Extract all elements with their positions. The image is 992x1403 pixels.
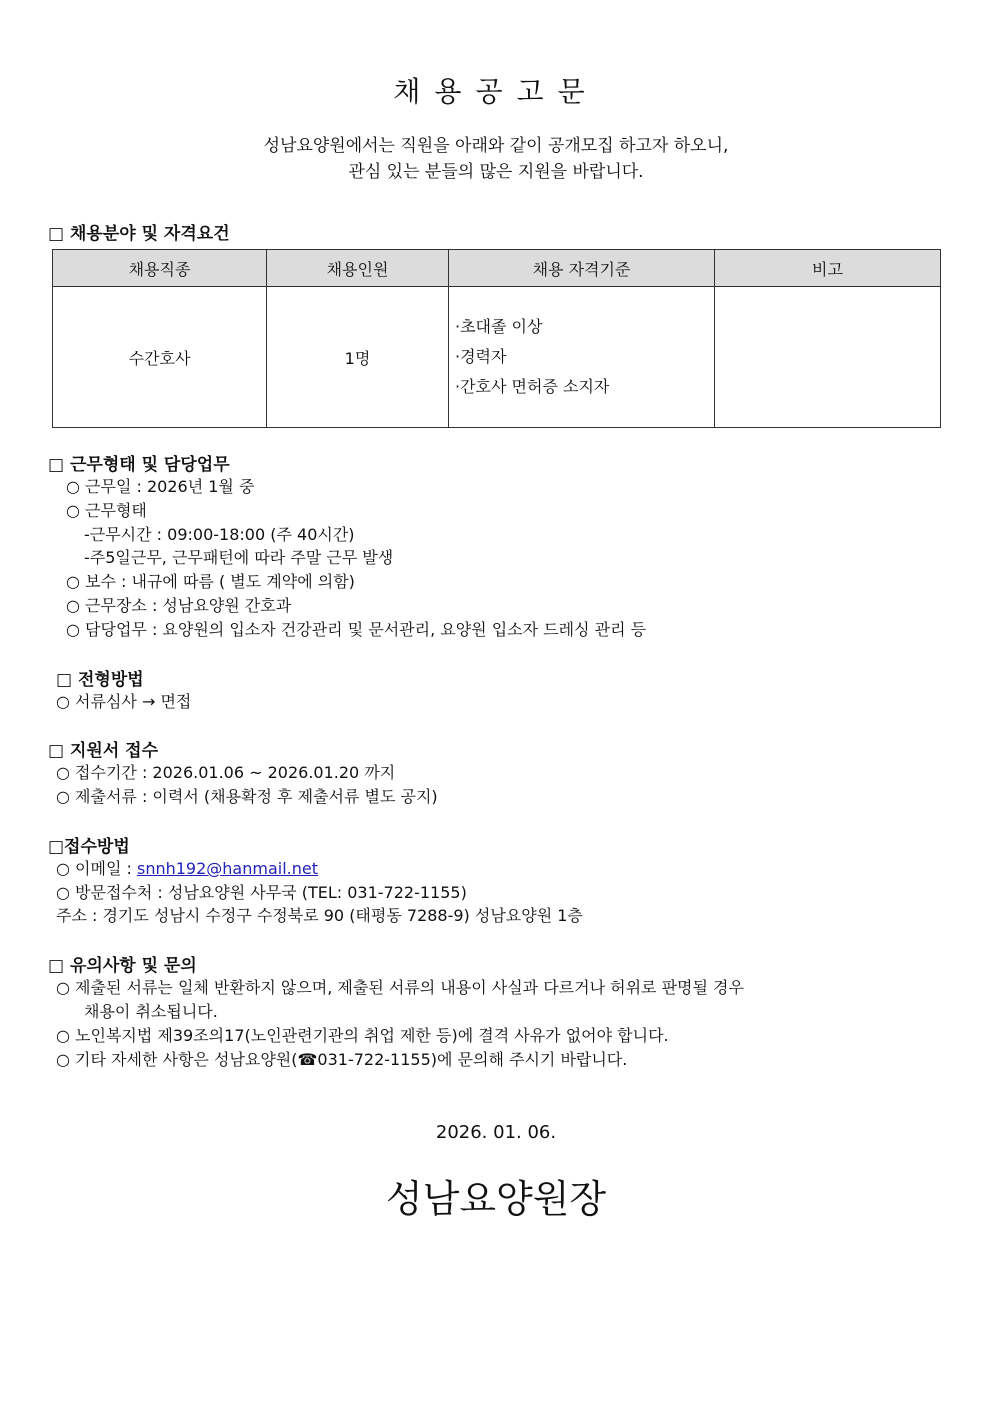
section-heading-work: □ 근무형태 및 담당업무 xyxy=(48,455,230,475)
section-heading-method: □접수방법 xyxy=(48,837,130,857)
work-line: ○ 근무장소 : 성남요양원 간호과 xyxy=(66,596,292,615)
email-label: ○ 이메일 : xyxy=(56,859,137,878)
section-heading-application: □ 지원서 접수 xyxy=(48,741,159,761)
work-line: ○ 근무형태 xyxy=(66,501,147,520)
section-heading-notice: □ 유의사항 및 문의 xyxy=(48,956,197,976)
cell-note xyxy=(715,287,941,428)
work-line: ○ 보수 : 내규에 따름 ( 별도 계약에 의함) xyxy=(66,572,355,591)
address-line: 주소 : 경기도 성남시 수정구 수정북로 90 (태평동 7288-9) 성남요양원 1층 xyxy=(56,906,583,925)
email-line xyxy=(56,856,318,879)
intro-line-1: 성남요양원에서는 직원을 아래와 같이 공개모집 하고자 하오니, xyxy=(263,136,729,156)
notice-line: ○ 노인복지법 제39조의17(노인관련기관의 취업 제한 등)에 결격 사유가 없어야 합니다. xyxy=(56,1026,669,1045)
signature: 성남요양원장 xyxy=(385,1177,607,1221)
selection-line: ○ 서류심사 → 면접 xyxy=(56,692,192,711)
header-count: 채용인원 xyxy=(267,250,449,287)
header-note: 비고 xyxy=(715,250,941,287)
notice-line: ○ 제출된 서류는 일체 반환하지 않으며, 제출된 서류의 내용이 사실과 다르거나 허위로 판명될 경우 xyxy=(56,978,744,997)
email-link[interactable]: snnh192@hanmail.net xyxy=(136,859,318,878)
header-job: 채용직종 xyxy=(53,250,267,287)
notice-line: 채용이 취소됩니다. xyxy=(84,1002,218,1021)
recruit-table xyxy=(52,249,941,428)
cell-count: 1명 xyxy=(267,287,449,428)
header-qualification: 채용 자격기준 xyxy=(449,250,715,287)
section-heading-field: □ 채용분야 및 자격요건 xyxy=(48,224,230,244)
table-row xyxy=(53,287,941,428)
work-line: -근무시간 : 09:00-18:00 (주 40시간) xyxy=(84,525,355,544)
issue-date: 2026. 01. 06. xyxy=(435,1122,557,1143)
qual-item: ·경력자 xyxy=(455,347,507,366)
application-line: ○ 접수기간 : 2026.01.06 ~ 2026.01.20 까지 xyxy=(56,763,396,782)
method-line: ○ 방문접수처 : 성남요양원 사무국 (TEL: 031-722-1155) xyxy=(56,883,467,902)
page-title: 채용공고문 xyxy=(393,75,599,108)
table-header-row xyxy=(53,250,941,287)
application-line: ○ 제출서류 : 이력서 (채용확정 후 제출서류 별도 공지) xyxy=(56,787,438,806)
cell-qualification xyxy=(449,287,715,428)
qual-item: ·간호사 면허증 소지자 xyxy=(455,377,610,396)
intro-line-2: 관심 있는 분들의 많은 지원을 바랍니다. xyxy=(348,162,644,182)
notice-line: ○ 기타 자세한 사항은 성남요양원(☎031-722-1155)에 문의해 주시기 바랍니다. xyxy=(56,1050,628,1069)
work-line: ○ 담당업무 : 요양원의 입소자 건강관리 및 문서관리, 요양원 입소자 드레싱 관리 등 xyxy=(66,620,647,639)
work-line: ○ 근무일 : 2026년 1월 중 xyxy=(66,477,255,496)
qual-item: ·초대졸 이상 xyxy=(455,317,543,336)
section-heading-selection: □ 전형방법 xyxy=(56,670,144,690)
work-line: -주5일근무, 근무패턴에 따라 주말 근무 발생 xyxy=(84,548,394,567)
cell-job: 수간호사 xyxy=(53,287,267,428)
